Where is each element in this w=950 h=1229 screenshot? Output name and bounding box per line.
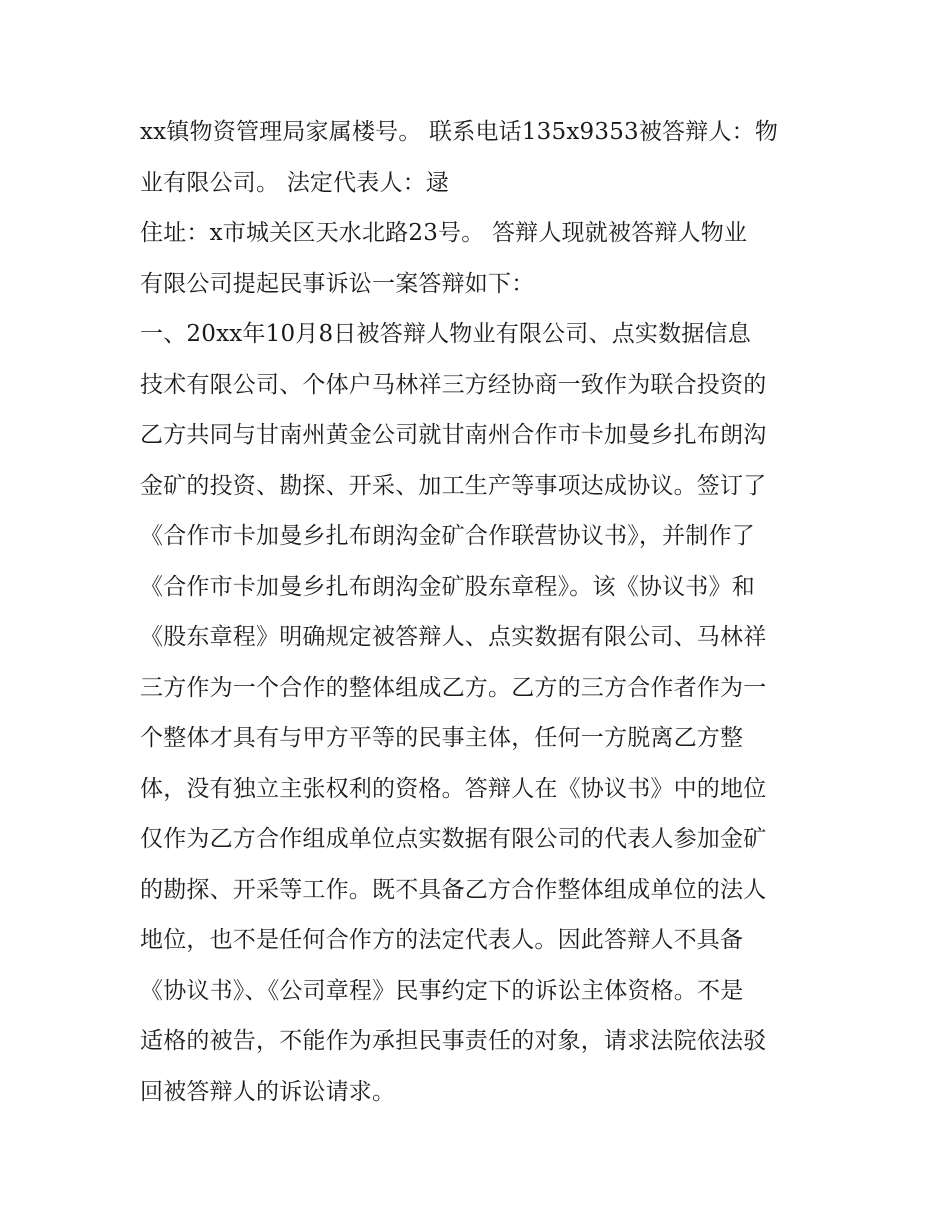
text-line-1: xx镇物资管理局家属楼号。 联系电话135x9353被答辩人：物 — [140, 119, 779, 145]
text-line-4: 有限公司提起民事诉讼一案答辩如下： — [140, 270, 535, 297]
text-line-10: 《合作市卡加曼乡扎布朗沟金矿股东章程》。该《协议书》和 — [140, 573, 755, 600]
text-line-9: 《合作市卡加曼乡扎布朗沟金矿合作联营协议书》，并制作了 — [140, 523, 755, 549]
text-line-14: 体，没有独立主张权利的资格。答辩人在《协议书》中的地位 — [140, 775, 767, 802]
text-line-3: 住址：x市城关区天水北路23号。 答辩人现就被答辩人物业 — [140, 220, 748, 246]
text-line-13: 个整体才具有与甲方平等的民事主体，任何一方脱离乙方整 — [140, 725, 744, 751]
text-line-8: 金矿的投资、勘探、开采、加工生产等事项达成协议。签订了 — [140, 472, 767, 499]
text-line-7: 乙方共同与甘南州黄金公司就甘南州合作市卡加曼乡扎布朗沟 — [140, 422, 767, 448]
text-line-18: 《协议书》、《公司章程》民事约定下的诉讼主体资格。不是 — [140, 977, 744, 1004]
text-line-6: 技术有限公司、个体户马林祥三方经协商一致作为联合投资的 — [140, 371, 767, 398]
text-line-16: 的勘探、开采等工作。既不具备乙方合作整体组成单位的法人 — [140, 876, 767, 903]
text-line-20: 回被答辩人的诉讼请求。 — [140, 1078, 396, 1105]
text-line-19: 适格的被告，不能作为承担民事责任的对象，请求法院依法驳 — [140, 1028, 767, 1054]
text-line-12: 三方作为一个合作的整体组成乙方。乙方的三方合作者作为一 — [140, 674, 767, 701]
text-line-17: 地位，也不是任何合作方的法定代表人。因此答辩人不具备 — [140, 927, 744, 953]
text-line-15: 仅作为乙方合作组成单位点实数据有限公司的代表人参加金矿 — [140, 826, 767, 852]
document-body — [140, 107, 820, 1117]
text-line-2: 业有限公司。 法定代表人：逯 — [140, 169, 450, 196]
text-line-5: 一、20xx年10月8日被答辩人物业有限公司、点实数据信息 — [140, 321, 751, 347]
text-line-11: 《股东章程》明确规定被答辩人、点实数据有限公司、马林祥 — [140, 624, 767, 650]
